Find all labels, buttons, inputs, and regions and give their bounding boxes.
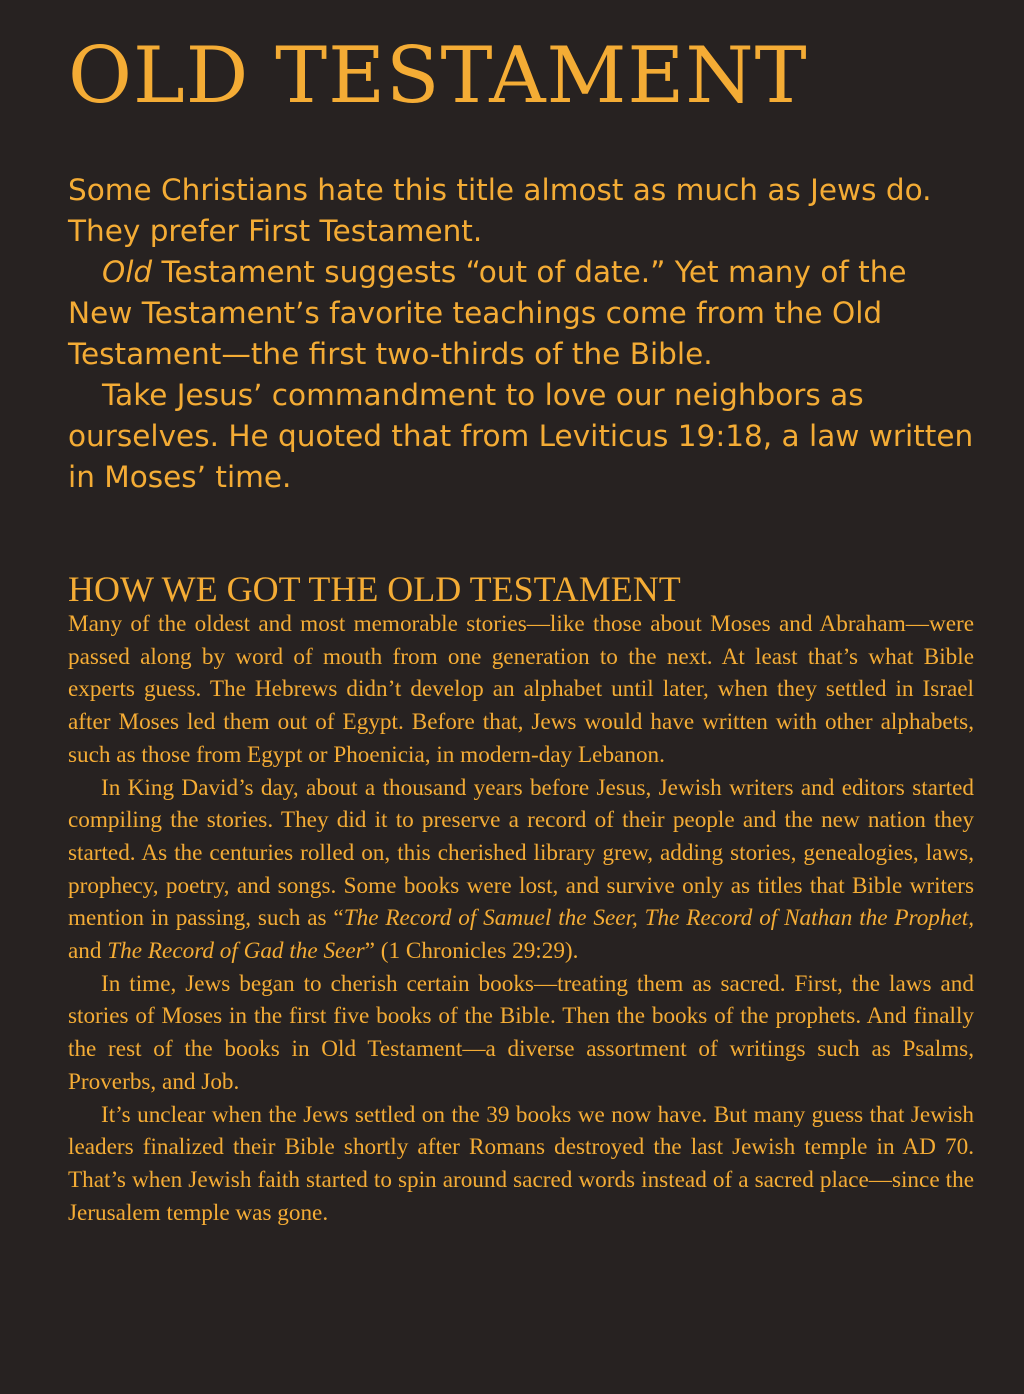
body-paragraph-2 <box>68 772 974 968</box>
page-title: OLD TESTAMENT <box>68 31 808 121</box>
intro-block <box>68 170 974 498</box>
section-heading: HOW WE GOT THE OLD TESTAMENT <box>68 569 681 609</box>
body-paragraph-1: Many of the oldest and most memorable stories—like those about Moses and Abraham—were passed along by word of mouth from one generation to the next. At least that’s what Bible experts guess. The Hebrews didn’t develop an alphabet until later, when they settled in Israel after Moses led them out of Egypt. Before that, Jews would have written with other alphabets, such as those from Egypt or Phoenicia, in modern-day Lebanon. <box>68 611 974 768</box>
intro-paragraph-1: Some Christians hate this title almost as much as Jews do. They prefer First Testament. <box>68 173 932 248</box>
body-italic-gad: The Record of Gad the Seer <box>107 938 365 965</box>
body-text <box>68 608 974 1229</box>
body-paragraph-4: It’s unclear when the Jews settled on the 39 books we now have. But many guess that Jewish leaders finalized their Bible shortly after Romans destroyed the last Jewish temple in AD 70. That’s when Jewish faith started to spin around sacred words instead of a sacred place—since the Jerusalem temple was gone. <box>68 1101 974 1226</box>
intro-paragraph-3: Take Jesus’ commandment to love our neighbors as ourselves. He quoted that from Leviticus 19:18, a law written in Moses’ time. <box>68 378 974 494</box>
intro-paragraph-2 <box>68 252 974 375</box>
intro-italic-old: Old <box>102 255 153 289</box>
body-paragraph-2-mid: and <box>68 938 108 965</box>
intro-paragraph-2-text: Testament suggests “out of date.” Yet many of the New Testament’s favorite teachings come from the Old Testament—the first two-thirds of the Bible. <box>68 255 907 371</box>
body-paragraph-2-start: In King David’s day, about a thousand years before Jesus, Jewish writers and editors started compiling the stories. They did it to preserve a record of their people and the new nation they started. As the centuries rolled on, this cherished library grew, adding stories, genealogies, laws, prophecy, poetry, and songs. Some books were lost, and survive only as titles that Bible writers mention in passing, such as “ <box>68 774 974 932</box>
body-paragraph-3: In time, Jews began to cherish certain books—treating them as sacred. First, the laws and stories of Moses in the first five books of the Bible. Then the books of the prophets. And finally the rest of the books in Old Testament—a diverse assortment of writings such as Psalms, Proverbs, and Job. <box>68 970 974 1095</box>
body-italic-titles: The Record of Samuel the Seer, The Record of Nathan the Prophet, <box>343 905 975 932</box>
page-content <box>68 22 974 1229</box>
body-paragraph-2-end: ” (1 Chronicles 29:29). <box>364 938 579 965</box>
